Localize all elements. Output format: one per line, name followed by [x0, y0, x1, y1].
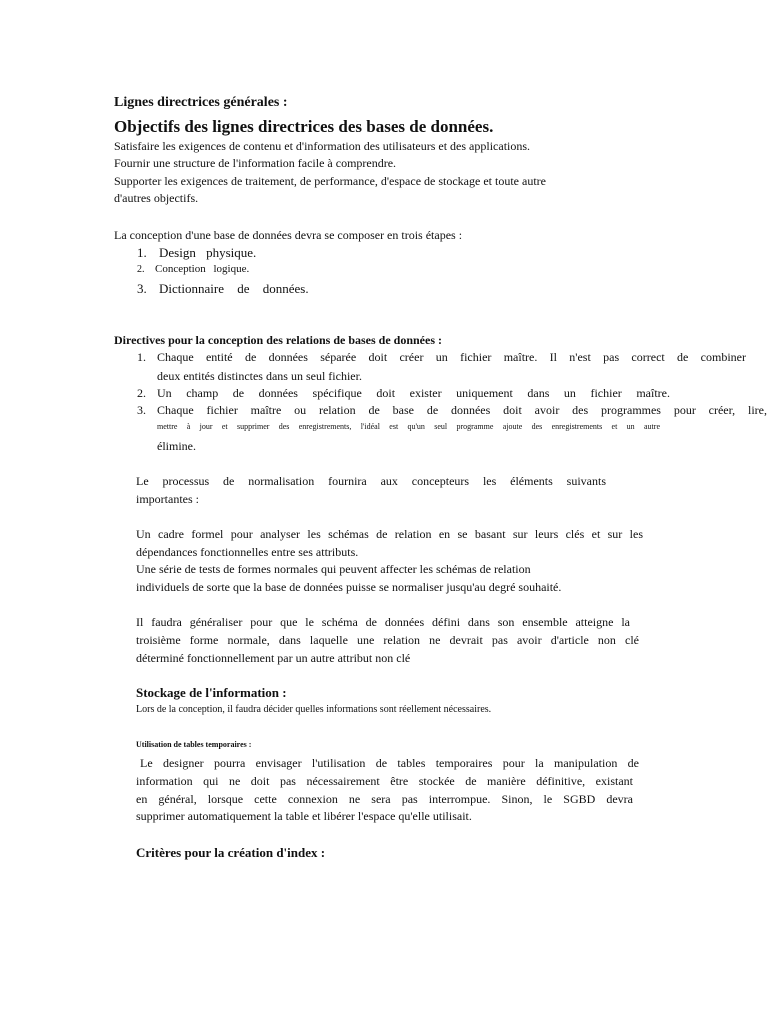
temp-tables-line: Le designer pourra envisager l'utilisation de tables temporaires pour la manipulation de	[140, 756, 639, 770]
paragraph-line: individuels de sorte que la base de données puisse se normaliser jusqu'au degré souhaité.	[136, 580, 562, 594]
storage-heading: Stockage de l'information :	[136, 685, 287, 700]
temp-tables-heading: Utilisation de tables temporaires :	[136, 740, 252, 749]
paragraph-line: déterminé fonctionnellement par un autre attribut non clé	[136, 651, 411, 665]
directive-number: 2.	[137, 386, 146, 400]
heading-general: Lignes directrices générales :	[114, 95, 288, 110]
paragraph-line: importantes :	[136, 492, 199, 506]
step-text: Conception logique.	[155, 263, 250, 275]
directive-text: mettre à jour et supprimer des enregistrements, l'idéal est qu'un seul programme ajoute des enregistrements et un autre	[157, 422, 660, 431]
paragraph-line: Un cadre formel pour analyser les schémas de relation en se basant sur leurs clés et sur les	[136, 527, 643, 541]
step-number: 2.	[137, 264, 145, 275]
paragraph-line: troisième forme normale, dans laquelle une relation ne devrait pas avoir d'article non clé	[136, 633, 639, 647]
directive-text: élimine.	[157, 439, 196, 453]
conception-intro: La conception d'une base de données devra se composer en trois étapes :	[114, 228, 463, 242]
heading-objectives: Objectifs des lignes directrices des bases de données.	[114, 117, 494, 136]
storage-text: Lors de la conception, il faudra décider quelles informations sont réellement nécessaires.	[136, 704, 492, 715]
directive-text: Un champ de données spécifique doit exister uniquement dans un fichier maître.	[157, 386, 670, 400]
temp-tables-line: en général, lorsque cette connexion ne sera pas interrompue. Sinon, le SGBD devra	[136, 792, 633, 806]
objective-line: Fournir une structure de l'information facile à comprendre.	[114, 156, 397, 170]
paragraph-line: Il faudra généraliser pour que le schéma de données défini dans son ensemble atteigne la	[136, 615, 630, 629]
paragraph-line: Le processus de normalisation fournira aux concepteurs les éléments suivants	[136, 474, 606, 488]
directive-number: 1.	[137, 350, 146, 364]
objective-line: d'autres objectifs.	[114, 191, 199, 205]
directive-text: deux entités distinctes dans un seul fichier.	[157, 369, 362, 383]
objective-line: Satisfaire les exigences de contenu et d'information des utilisateurs et des applications.	[114, 139, 531, 153]
index-heading: Critères pour la création d'index :	[136, 845, 326, 860]
step-text: Dictionnaire de données.	[159, 281, 309, 296]
directive-text: Chaque fichier maître ou relation de base de données doit avoir des programmes pour créer, lire,	[157, 403, 767, 417]
step-number: 1.	[137, 245, 147, 260]
directive-number: 3.	[137, 403, 146, 417]
paragraph-line: Une série de tests de formes normales qui peuvent affecter les schémas de relation	[136, 562, 531, 576]
temp-tables-line: supprimer automatiquement la table et libérer l'espace qu'elle utilisait.	[136, 809, 472, 823]
directives-heading: Directives pour la conception des relations de bases de données :	[114, 333, 443, 347]
objective-line: Supporter les exigences de traitement, de performance, d'espace de stockage et toute autre	[114, 174, 546, 188]
directive-text: Chaque entité de données séparée doit créer un fichier maître. Il n'est pas correct de combiner	[157, 350, 746, 364]
paragraph-line: dépendances fonctionnelles entre ses attributs.	[136, 545, 359, 559]
step-number: 3.	[137, 281, 147, 296]
step-text: Design physique.	[159, 245, 257, 260]
temp-tables-line: information qui ne doit pas nécessairement être stockée de manière définitive, existant	[136, 774, 633, 788]
